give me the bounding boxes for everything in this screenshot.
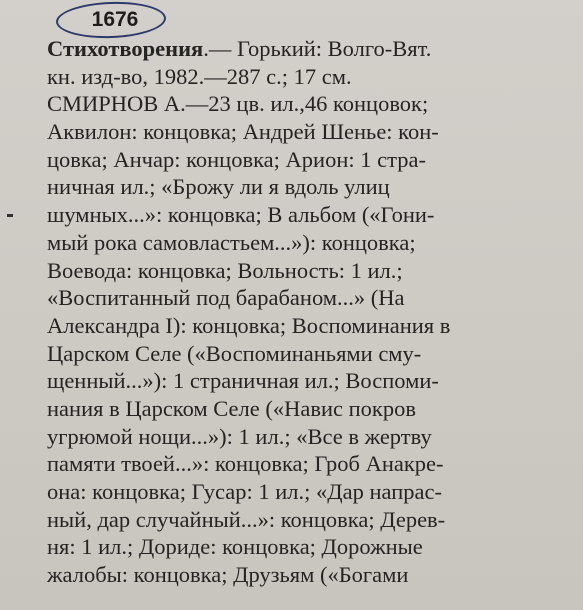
text-line-20: жалобы: концовка; Друзьям («Богами [47, 562, 409, 588]
text-line-15: угрюмой нощи...»): 1 ил.; «Все в жертву [47, 423, 432, 449]
text-line-16: памяти твоей...»: концовка; Гроб Анакре- [47, 451, 444, 477]
text-line-19: ня: 1 ил.; Дориде: концовка; Дорожные [47, 534, 423, 560]
text-line-4: Аквилон: концовка; Андрей Шенье: кон- [47, 119, 439, 145]
text-line-9: Воевода: концовка; Вольность: 1 ил.; [47, 257, 403, 283]
text-line-14: нания в Царском Селе («Навис покров [47, 395, 416, 421]
text-line-10: «Воспитанный под барабаном...» (На [47, 285, 405, 311]
text-line-2: кн. изд-во, 1982.—287 с.; 17 см. [47, 63, 352, 89]
text-line-7: шумных...»: концовка; В альбом («Гони- [47, 202, 435, 228]
text-line-8: мый рока самовластьем...»): концовка; [47, 229, 416, 255]
text-line-12: Царском Селе («Воспоминаньями сму- [47, 340, 422, 366]
text-line-1 [47, 35, 577, 63]
text-line-11: Александра I): концовка; Воспоминания в [47, 312, 451, 338]
text-line-5: цовка; Анчар: концовка; Арион: 1 стра- [47, 146, 426, 172]
margin-mark [7, 214, 13, 217]
text-line-18: ный, дар случайный...»: концовка; Дерев- [47, 506, 446, 532]
text-line-1-rest: .— Горький: Волго-Вят. [203, 36, 432, 61]
entry-number: 1676 [91, 8, 139, 31]
text-line-6: ничная ил.; «Брожу ли я вдоль улиц [47, 174, 390, 200]
entry-text [47, 35, 577, 589]
text-line-3: СМИРНОВ А.—23 цв. ил.,46 концовок; [47, 91, 429, 117]
text-line-13: щенный...»): 1 страничная ил.; Воспоми- [47, 368, 439, 394]
text-line-17: она: концовка; Гусар: 1 ил.; «Дар напрас- [47, 479, 442, 504]
title-bold: Стихотворения [47, 36, 204, 61]
